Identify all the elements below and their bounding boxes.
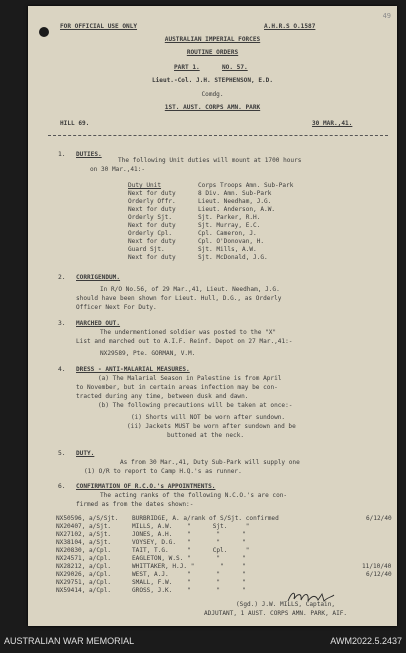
duty-label: Next for duty xyxy=(128,222,176,229)
duty-assignee: Sjt. Parker, R.H. xyxy=(198,214,261,221)
nco-confirmation: JONES, A.H. " " " xyxy=(132,531,246,538)
nco-confirmation: MILLS, A.W. " Sjt. " xyxy=(132,523,250,530)
nco-number-rank: NX20407, a/Sjt. xyxy=(56,523,112,530)
section-2-line: Officer Next For Duty. xyxy=(76,304,157,311)
nco-number-rank: NX29751, a/Cpl. xyxy=(56,579,112,586)
section-2-line: should have been shown for Lieut. Hull, D.G., as Orderly xyxy=(76,295,282,302)
duty-label: Orderly Sjt. xyxy=(128,214,173,221)
section-6-line: firmed as from the dates shown:- xyxy=(76,501,194,508)
nco-number-rank: NX20830, a/Cpl. xyxy=(56,547,112,554)
section-4-line: (a) The Malarial Season in Palestine is from April xyxy=(98,375,282,382)
duty-label: Guard Sjt. xyxy=(128,246,165,253)
nco-date: 6/12/40 xyxy=(366,515,392,522)
nco-confirmation: VOYSEY, D.G. " " " xyxy=(132,539,246,546)
duty-assignee: Lieut. Needham, J.G. xyxy=(198,198,272,205)
duty-assignee: Lieut. Anderson, A.W. xyxy=(198,206,276,213)
duty-label: Orderly Cpl. xyxy=(128,230,173,237)
section-4-number: 4. xyxy=(58,366,66,373)
commander-name: Lieut.-Col. J.H. STEPHENSON, E.D. xyxy=(151,77,274,84)
nco-confirmation: SMALL, F.W. " " " xyxy=(132,579,246,586)
section-5-title: DUTY. xyxy=(76,450,95,457)
force-title: AUSTRALIAN IMPERIAL FORCES xyxy=(164,36,261,43)
footer-accession-number: AWM2022.5.2437 xyxy=(330,636,402,646)
orders-title: ROUTINE ORDERS xyxy=(186,49,239,56)
nco-confirmation: EAGLETON, W.S. " " " xyxy=(132,555,246,562)
section-2-number: 2. xyxy=(58,274,66,281)
section-4-title: DRESS - ANTI-MALARIAL MEASURES. xyxy=(76,366,190,373)
section-4-line: (i) Shorts will NOT be worn after sundown. xyxy=(131,414,286,421)
signatory-title: ADJUTANT, 1 AUST. CORPS AMN. PARK, AIF. xyxy=(204,610,348,617)
nco-number-rank: NX28212, a/Cpl. xyxy=(56,563,112,570)
reference-number: A.H.R.S O.1587 xyxy=(264,23,316,30)
footer-institution: AUSTRALIAN WAR MEMORIAL xyxy=(4,636,135,646)
duty-label: Orderly Offr. xyxy=(128,198,176,205)
duty-label: Next for duty xyxy=(128,206,176,213)
section-3-title: MARCHED OUT. xyxy=(76,320,121,327)
nco-number-rank: NX29026, a/Cpl. xyxy=(56,571,112,578)
duty-assignee: Sjt. Murray, E.C. xyxy=(198,222,261,229)
nco-number-rank: NX50596, a/S/Sjt. xyxy=(56,515,119,522)
header-divider xyxy=(48,135,388,136)
duty-assignee: Sjt. McDonald, J.G. xyxy=(198,254,268,261)
duty-assignee: Cpl. O'Donovan, H. xyxy=(198,238,265,245)
section-1-number: 1. xyxy=(58,151,66,158)
duty-label: Next for duty xyxy=(128,190,176,197)
duty-assignee: Cpl. Cameron, J. xyxy=(198,230,257,237)
section-4-line: buttoned at the neck. xyxy=(167,432,245,439)
section-3-line: The undermentioned soldier was posted to the "X" xyxy=(100,329,277,336)
section-5-line: As from 30 Mar.,41, Duty Sub-Park will supply one xyxy=(120,459,300,466)
nco-number-rank: NX24571, a/Cpl. xyxy=(56,555,112,562)
nco-number-rank: NX27102, a/Sjt. xyxy=(56,531,112,538)
section-5-line: (1) O/R to report to Camp H.Q.'s as runner. xyxy=(84,468,242,475)
section-2-line: In R/O No.56, of 29 Mar.,41, Lieut. Needham, J.G. xyxy=(100,286,280,293)
unit-name: 1ST. AUST. CORPS AMN. PARK xyxy=(164,104,261,111)
section-6-title: CONFIRMATION OF R.C.O.'s APPOINTMENTS. xyxy=(76,483,216,490)
section-4-line: (b) The following precautions will be taken at once:- xyxy=(98,402,293,409)
commanding-label: Comdg. xyxy=(201,91,224,98)
nco-confirmation: WHITTAKER, H.J. " " " xyxy=(132,563,246,570)
duty-assignee: 8 Div. Amn. Sub-Park xyxy=(198,190,272,197)
duty-label: Duty Unit xyxy=(128,182,162,189)
section-3-number: 3. xyxy=(58,320,66,327)
document-page xyxy=(28,6,397,626)
nco-date: 6/12/40 xyxy=(366,571,392,578)
section-3-soldier: NX29589, Pte. GORMAN, V.M. xyxy=(100,350,196,357)
location: HILL 69. xyxy=(60,120,90,127)
section-4-line: to November, but in certain areas infection may be con- xyxy=(76,384,278,391)
part-label: PART 1. xyxy=(174,64,200,71)
duty-label: Next for duty xyxy=(128,254,176,261)
nco-confirmation: WEST, A.J. " " " xyxy=(132,571,246,578)
section-3-line: List and marched out to A.I.F. Reinf. Depot on 27 Mar.,41:- xyxy=(76,338,293,345)
section-5-number: 5. xyxy=(58,450,66,457)
section-1-line: on 30 Mar.,41:- xyxy=(90,166,146,173)
nco-confirmation: GROSS, J.K. " " " xyxy=(132,587,246,594)
section-6-line: The acting ranks of the following N.C.O.'s are con- xyxy=(100,492,288,499)
nco-date: 11/10/40 xyxy=(362,563,392,570)
section-6-number: 6. xyxy=(58,483,66,490)
order-number: NO. 57. xyxy=(222,64,248,71)
section-2-title: CORRIGENDUM. xyxy=(76,274,121,281)
duty-label: Next for duty xyxy=(128,238,176,245)
nco-confirmation: TAIT, T.G. " Cpl. " xyxy=(132,547,250,554)
duty-assignee: Sjt. Mills, A.W. xyxy=(198,246,257,253)
duty-assignee: Corps Troops Amn. Sub-Park xyxy=(198,182,294,189)
official-use-label: FOR OFFICIAL USE ONLY xyxy=(60,23,138,30)
section-4-line: (ii) Jackets MUST be worn after sundown and be xyxy=(127,423,296,430)
section-4-line: tracted during any time, between dusk and dawn. xyxy=(76,393,249,400)
nco-number-rank: NX59414, a/Cpl. xyxy=(56,587,112,594)
section-1-line: The following Unit duties will mount at 1700 hours xyxy=(118,157,302,164)
section-1-title: DUTIES. xyxy=(76,151,102,158)
nco-number-rank: NX38104, a/Sjt. xyxy=(56,539,112,546)
page-number: 49 xyxy=(382,12,391,20)
order-date: 30 MAR.,41. xyxy=(312,120,353,127)
nco-confirmation: BURBRIDGE, A. a/rank of S/Sjt. confirmed xyxy=(132,515,279,522)
signatory-name: (Sgd.) J.W. MILLS, Captain, xyxy=(236,601,336,608)
